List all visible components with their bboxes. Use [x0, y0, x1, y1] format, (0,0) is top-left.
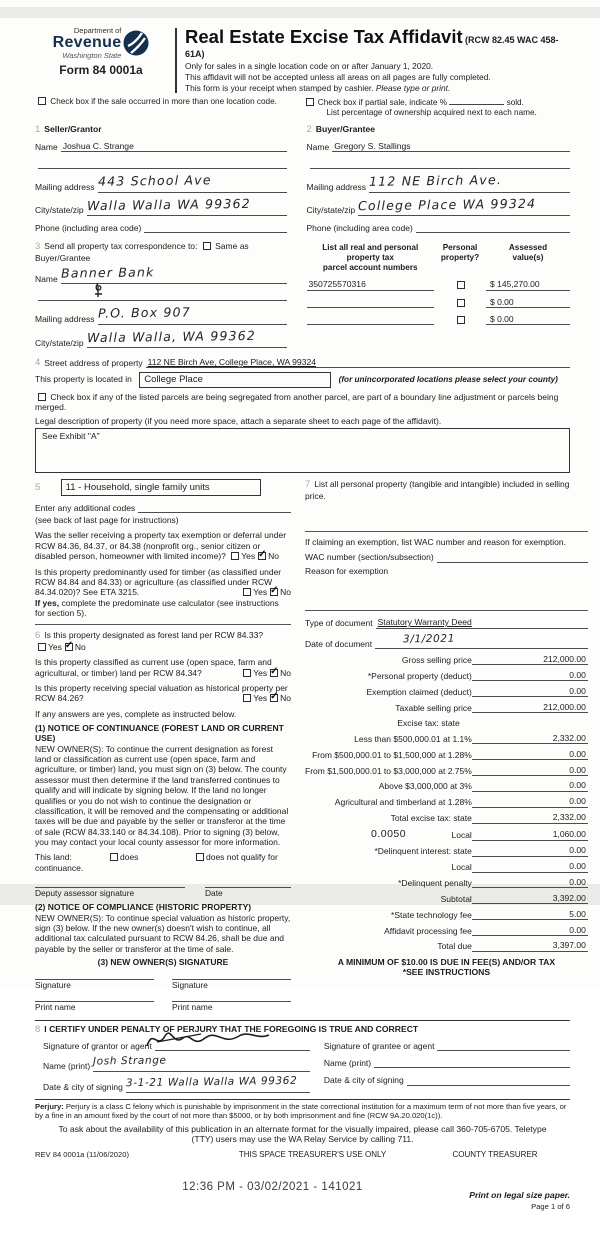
local-tax-row: 0.0050 Local 1,060.00: [371, 828, 586, 841]
revenue-wordmark: Revenue: [52, 34, 122, 52]
q-no-checkbox-checked[interactable]: [258, 549, 267, 561]
treasurer-space-label: THIS SPACE TREASURER'S USE ONLY: [238, 1149, 387, 1159]
location-select[interactable]: College Place: [139, 372, 331, 388]
tax-row: *Delinquent interest: state 0.00: [374, 845, 586, 857]
timestamp: 12:36 PM - 03/02/2021 - 141021: [182, 1180, 363, 1193]
form-number: Form 84 0001a: [59, 63, 143, 78]
grantee-signature-field[interactable]: [437, 1041, 570, 1051]
q-no-checkbox-checked[interactable]: [270, 691, 279, 703]
county-treasurer-label: COUNTY TREASURER: [452, 1149, 538, 1159]
buyer-name2-field[interactable]: [310, 159, 571, 169]
does-not-checkbox[interactable]: [196, 853, 204, 861]
grantee-print-name-field[interactable]: [374, 1058, 570, 1068]
compliance-text: NEW OWNER(S): To continue special valuation as historic property, sign (3) below. If the new owner(s) doesn't wish to continue, all additional tax calculated pursuant to RCW 84.26, shall be due and payable by the seller or transferor at the time of sale.: [35, 912, 291, 954]
correspondence-name2-field[interactable]: [38, 291, 287, 301]
does-checkbox[interactable]: [110, 853, 118, 861]
minimum-due-note: A MINIMUM OF $10.00 IS DUE IN FEE(S) AND/OR TAX: [337, 956, 556, 967]
parcel-number-field[interactable]: 350725570316: [307, 279, 435, 290]
tax-row: Subtotal 3,392.00: [440, 892, 586, 904]
dor-logo-block: [35, 26, 167, 93]
assessed-value-field[interactable]: $ 0.00: [486, 314, 570, 325]
dor-swirl-logo-icon: [123, 30, 149, 56]
new-owner-sig-title: (3) NEW OWNER(S) SIGNATURE: [97, 957, 229, 968]
tax-row: Exemption claimed (deduct) 0.00: [366, 685, 586, 697]
personal-property-label: 7 List all personal property (tangible and intangible) included in selling price.: [305, 479, 570, 501]
document-date-field[interactable]: 3/1/2021: [375, 636, 588, 650]
partial-sale-checkbox[interactable]: [306, 98, 314, 106]
left-column: 5 11 - Household, single family units Enter any additional codes (see back of last page for instructions) Was the seller receiving a property tax exemption or deferral under RCW 84.36, 84.37, or 84.38 (nonprofit org., senior citizen or disabled person, homeowner with limited income)? Yes ✓ No Is this property predominantly used for timber (as classified under RCW 84.84 and 84.33) or agriculture (as classified under RCW 84.34.020)? See ETA 3215. Yes ✓ No If yes, complete the predominate use calculator (see instructions for section 5). 6 Is this property designated as forest land per RCW 84.33? Yes ✓ No Is this property classified as current use (open space, farm and agricultural, or timber) land per RCW 84.34? Yes ✓ No Is this property receiving special valuation as historical property per RCW 84.26? Yes ✓ No If any answers are yes, complete as instructed below. (1) NOTICE OF CONTINUANCE (FOREST LAND OR CURRENT USE) NEW OWNER(S): To continue the current designation as forest land or classification as current use (open space, farm and agriculture, or timber) land, you must sign on (3) below. The county assessor must then determine if the land transferred continues to qualify and will indicate by signing below. If the land no longer qualifies or you do not wish to continue the designation or classification, it will be removed and the compensating or additional taxes will be due and payable by the seller or transferor at the time of sale (RCW 84.33.140 or 84.34.108). Prior to signing (3) below, you may contact your local county assessor for more information. This land: does does not qualify for continuance. Deputy assessor signature Date (2) NOTICE OF COMPLIANCE (HISTORIC PROPERTY) NEW OWNER(S): To continue special valuation as historic property, sign (3) below. If the new owner(s) doesn't wish to continue, all additional tax calculated pursuant to RCW 84.26, shall be due and payable by the seller or transferor at the time of sale. (3) NEW OWNER(S) SIGNATURE Signature Signature Print name Print name: [35, 479, 299, 1012]
compliance-title: (2) NOTICE OF COMPLIANCE (HISTORIC PROPERTY): [35, 902, 252, 913]
exemption-question: Was the seller receiving a property tax exemption or deferral under RCW 84.36, 84.37, or 84.38 (nonprofit org., senior citizen or disabled person, homeowner with limited income)? Yes ✓ No: [35, 530, 287, 562]
q-yes-checkbox[interactable]: [231, 552, 239, 560]
tax-row: Above $3,000,000 at 3% 0.00: [378, 780, 586, 792]
print-note: Print on legal size paper.: [469, 1189, 570, 1200]
check-icon: ✓: [270, 665, 279, 677]
same-as-buyer-checkbox[interactable]: [203, 242, 211, 250]
tax-row: *Delinquent penalty 0.00: [398, 877, 586, 889]
parcel-row: [307, 279, 571, 290]
tax-row: *State technology fee 5.00: [391, 908, 586, 920]
parcel-col-header: List all real and personal property tax parcel account numbers: [322, 243, 419, 273]
property-section: 4 Street address of property 112 NE Birch Ave, College Place, WA 99324 This property is located in College Place (for unincorporated locations please select your county) Check box if any of the listed parcels are being segregated from another parcel, are part of a boundary line adjustment or parcels being merged. Legal description of property (if you need more space, attach a separate sheet to each page of the affidavit). See Exhibit "A": [35, 357, 570, 473]
multi-location-check: Check box if the sale occurred in more than one location code.: [35, 97, 303, 118]
seller-mailing-field[interactable]: 443 School Ave: [98, 176, 287, 192]
document-type-field[interactable]: Statutory Warranty Deed: [376, 617, 588, 628]
tax-row: Agricultural and timberland at 1.28% 0.00: [334, 796, 586, 808]
tax-row: Total excise tax: state 2,332.00: [390, 812, 586, 824]
parcel-number-field[interactable]: [307, 297, 435, 308]
q-no-checkbox-checked[interactable]: [270, 585, 279, 597]
page-number: Page 1 of 6: [531, 1202, 570, 1212]
divider-line: [305, 531, 588, 532]
header-divider: [175, 28, 177, 93]
q-no-checkbox-checked[interactable]: [270, 665, 279, 677]
see-instructions-note: *SEE INSTRUCTIONS: [402, 967, 491, 978]
buyer-mailing-field[interactable]: 112 NE Birch Ave.: [369, 176, 570, 192]
perjury-notice: Perjury: Perjury is a class C felony which is punishable by imprisonment in the state correctional institution for a maximum term of not more than five years, or by a fine in an amount fixed by the court of not more than $5000, or by both imprisonment and fine (RCW 9A.20.020(1c)).: [35, 1099, 570, 1121]
buyer-name-field[interactable]: Gregory S. Stallings: [332, 141, 570, 152]
seller-section: 1 Seller/Grantor Name Joshua C. Strange Mailing address 443 School Ave City/state/zip Walla Walla WA 99362 Phone (including area code): [35, 124, 303, 233]
seller-heading: Seller/Grantor: [44, 124, 102, 135]
buyer-section: 2 Buyer/Grantee Name Gregory S. Stallings Mailing address 112 NE Birch Ave. City/state/zip College Place WA 99324 Phone (including area code): [303, 124, 571, 233]
wac-number-field[interactable]: [437, 553, 588, 563]
multi-location-checkbox[interactable]: [38, 97, 46, 105]
q-yes-checkbox[interactable]: [38, 643, 46, 651]
form-title: Real Estate Excise Tax Affidavit: [185, 26, 463, 47]
accessibility-notice: To ask about the availability of this publication in an alternate format for the visually impaired, please call 360-705-6705. Teletype (TTY) users may use the WA Relay Service by calling 711.: [58, 1124, 547, 1145]
q-yes-checkbox[interactable]: [243, 588, 251, 596]
form-title-ref: (RCW 82.45 WAC 458-61A): [185, 35, 559, 59]
this-land-row: This land: does does not qualify for: [35, 852, 278, 863]
personal-property-col-header: Personal property?: [440, 243, 480, 263]
tax-row: Total due 3,397.00: [437, 940, 586, 952]
correspondence-name-field[interactable]: Banner Bank: [61, 268, 287, 284]
certification-section: 8 I CERTIFY UNDER PENALTY OF PERJURY THAT THE FOREGOING IS TRUE AND CORRECT Signature of grantor or agent Name (print) Josh Strange Date & city of signing 3-1-21 Walla Walla WA 99362 Signature of grantee or agent Name (print) Date & city of signing: [35, 1020, 570, 1093]
tax-row: Affidavit processing fee 0.00: [384, 924, 586, 936]
subtitle-line: Only for sales in a single location code on or after January 1, 2020.: [185, 60, 434, 71]
personal-property-checkbox[interactable]: [457, 299, 465, 307]
grantor-signature-field[interactable]: [155, 1041, 310, 1051]
dept-of-label: Department of: [73, 26, 122, 35]
q-yes-checkbox[interactable]: [243, 694, 251, 702]
rev-number: REV 84 0001a (11/06/2020): [35, 1149, 130, 1159]
assessed-value-field[interactable]: $ 145,270.00: [486, 279, 570, 290]
grantor-signature-scribble-icon: [143, 1026, 273, 1052]
predominate-note: If yes, complete the predominate use calculator (see instructions for section 5).: [35, 597, 279, 618]
parcel-row: [307, 314, 571, 325]
correspondence-section: 3 Send all property tax correspondence to: Same as Buyer/Grantee Name Banner Bank Mailing address P.O. Box 907 City/state/zip Walla Walla, WA 99362: [35, 241, 303, 348]
buyer-city-field[interactable]: College Place WA 99324: [358, 200, 570, 216]
washington-state-label: Washington State: [62, 51, 122, 61]
footer-row: [35, 1150, 570, 1160]
certify-statement: I CERTIFY UNDER PENALTY OF PERJURY THAT THE FOREGOING IS TRUE AND CORRECT: [44, 1023, 419, 1034]
grantor-print-name-field[interactable]: Josh Strange: [93, 1058, 310, 1072]
timber-question: Is this property predominantly used for timber (as classified under RCW 84.84 and 84.33) or agriculture (as classified under RCW 84.34.020)? See ETA 3215. Yes ✓ No: [35, 566, 291, 598]
partial-percent-field[interactable]: [449, 97, 504, 105]
seller-name-field[interactable]: Joshua C. Strange: [61, 141, 287, 152]
parcel-number-field[interactable]: [307, 314, 435, 325]
grantee-date-city-field[interactable]: [407, 1076, 570, 1086]
grantor-date-city-field[interactable]: 3-1-21 Walla Walla WA 99362: [126, 1079, 310, 1093]
assessed-value-field[interactable]: $ 0.00: [486, 297, 570, 308]
partial-sale-check: Check box if partial sale, indicate % sold. List percentage of ownership acquired next to each name.: [303, 97, 571, 118]
parcel-row: [307, 297, 571, 308]
tax-row: From $500,000.01 to $1,500,000 at 1.28% 0.00: [312, 748, 586, 760]
tax-row: Gross selling price 212,000.00: [401, 653, 586, 665]
excise-tax-state-header: Excise tax: state: [397, 717, 460, 728]
hand-mark-icon: [93, 283, 105, 299]
q-no-checkbox-checked[interactable]: [64, 639, 74, 651]
tax-row: *Personal property (deduct) 0.00: [367, 669, 586, 681]
tax-row: From $1,500,000.01 to $3,000,000 at 2.75% 0.00: [305, 764, 586, 776]
tax-row: Local 0.00: [451, 861, 586, 873]
top-checkbox-row: [35, 97, 570, 118]
check-icon: ✓: [270, 691, 279, 703]
segregated-checkbox[interactable]: [38, 393, 46, 401]
right-column: 7 List all personal property (tangible and intangible) included in selling price. If claiming an exemption, list WAC number and reason for exemption. WAC number (section/subsection) Reason for exemption Type of document Statutory Warranty Deed Date of document 3/1/2021 Gross selling price 212,000.00 *Personal property (deduct) 0.00 Exemption claimed (deduct) 0.00 Taxable selling price 212,000.00 Excise tax: state Less than $500,000.01 at 1.1% 2,332.00 From $500,000.01 to $1,500,000 at 1.28% 0.00 From $1,500,000.01 to $3,000,000 at 2.75% 0.00 Above $3,000,000 at 3% 0.00 Agricultural and timberland at 1.28% 0.00 Total excise tax: state 2,332.00 0.0050 Local 1,060.00 *Delinquent interest: state 0.00 Local 0.00 *Delinquent penalty 0.00 Subtotal 3,392.00 *State technology fee 5.00 Affidavit processing fee 0.00 Total due 3,397.00 A MINIMUM OF $10.00 IS DUE IN FEE(S) AND/OR TAX *SEE INSTRUCTIONS: [305, 479, 586, 978]
check-icon: ✓: [258, 549, 267, 561]
street-address-field[interactable]: 112 NE Birch Ave, College Place, WA 99324: [146, 357, 570, 368]
q-yes-checkbox[interactable]: [243, 669, 251, 677]
buyer-heading: Buyer/Grantee: [315, 124, 376, 135]
historical-question: Is this property receiving special valuation as historical property per RCW 84.26? Yes ✓ No: [35, 682, 291, 704]
subtitle-line: This affidavit will not be accepted unless all areas on all pages are fully completed.: [185, 71, 491, 82]
check-icon: ✓: [64, 639, 74, 651]
seller-phone-field[interactable]: [144, 223, 286, 233]
page-bottom: [35, 1174, 570, 1234]
section-divider: [35, 624, 291, 625]
local-rate: 0.0050: [371, 828, 407, 840]
continuance-text: NEW OWNER(S): To continue the current designation as forest land or classification as current use (open space, farm and agriculture, or timber) land, you must sign on (3) below. The county assessor must then determine if the land transferred continues to qualify and will indicate by signing below. If the land no longer qualifies or you do not wish to continue the designation or classification, it will be removed and the compensating or additional taxes will be due and payable by the seller or transferor at the time of sale (RCW 84.33.140 or 84.34.108). Prior to signing (3) below, you may contact your local county assessor for more information.: [35, 743, 289, 847]
correspondence-city-field[interactable]: Walla Walla, WA 99362: [87, 332, 287, 348]
personal-property-checkbox[interactable]: [457, 316, 465, 324]
subtitle-line: This form is your receipt when stamped by cashier. Please type or print.: [185, 83, 451, 94]
continuance-title: (1) NOTICE OF CONTINUANCE (FOREST LAND OR CURRENT USE): [35, 723, 284, 744]
check-icon: ✓: [270, 585, 279, 597]
current-use-question: Is this property classified as current use (open space, farm and agricultural, or timber) land per RCW 84.34? Yes ✓ No: [35, 657, 291, 678]
seller-city-field[interactable]: Walla Walla WA 99362: [87, 200, 287, 216]
additional-codes-field[interactable]: [138, 503, 291, 513]
buyer-phone-field[interactable]: [416, 223, 570, 233]
property-use-code-select[interactable]: 11 - Household, single family units: [61, 479, 261, 496]
parcel-table: [303, 241, 571, 348]
forest-land-question: 6 Is this property designated as forest land per RCW 84.33? Yes ✓ No: [35, 630, 264, 652]
form-header: [35, 26, 570, 93]
correspondence-mailing-field[interactable]: P.O. Box 907: [98, 308, 287, 324]
personal-property-checkbox[interactable]: [457, 281, 465, 289]
divider-line: [305, 610, 588, 611]
assessed-value-col-header: Assessed value(s): [508, 243, 548, 263]
tax-row: Less than $500,000.01 at 1.1% 2,332.00: [354, 732, 586, 744]
legal-description-box[interactable]: See Exhibit "A": [35, 428, 570, 473]
tax-row: Taxable selling price 212,000.00: [395, 701, 586, 713]
seller-name2-field[interactable]: [38, 159, 287, 169]
